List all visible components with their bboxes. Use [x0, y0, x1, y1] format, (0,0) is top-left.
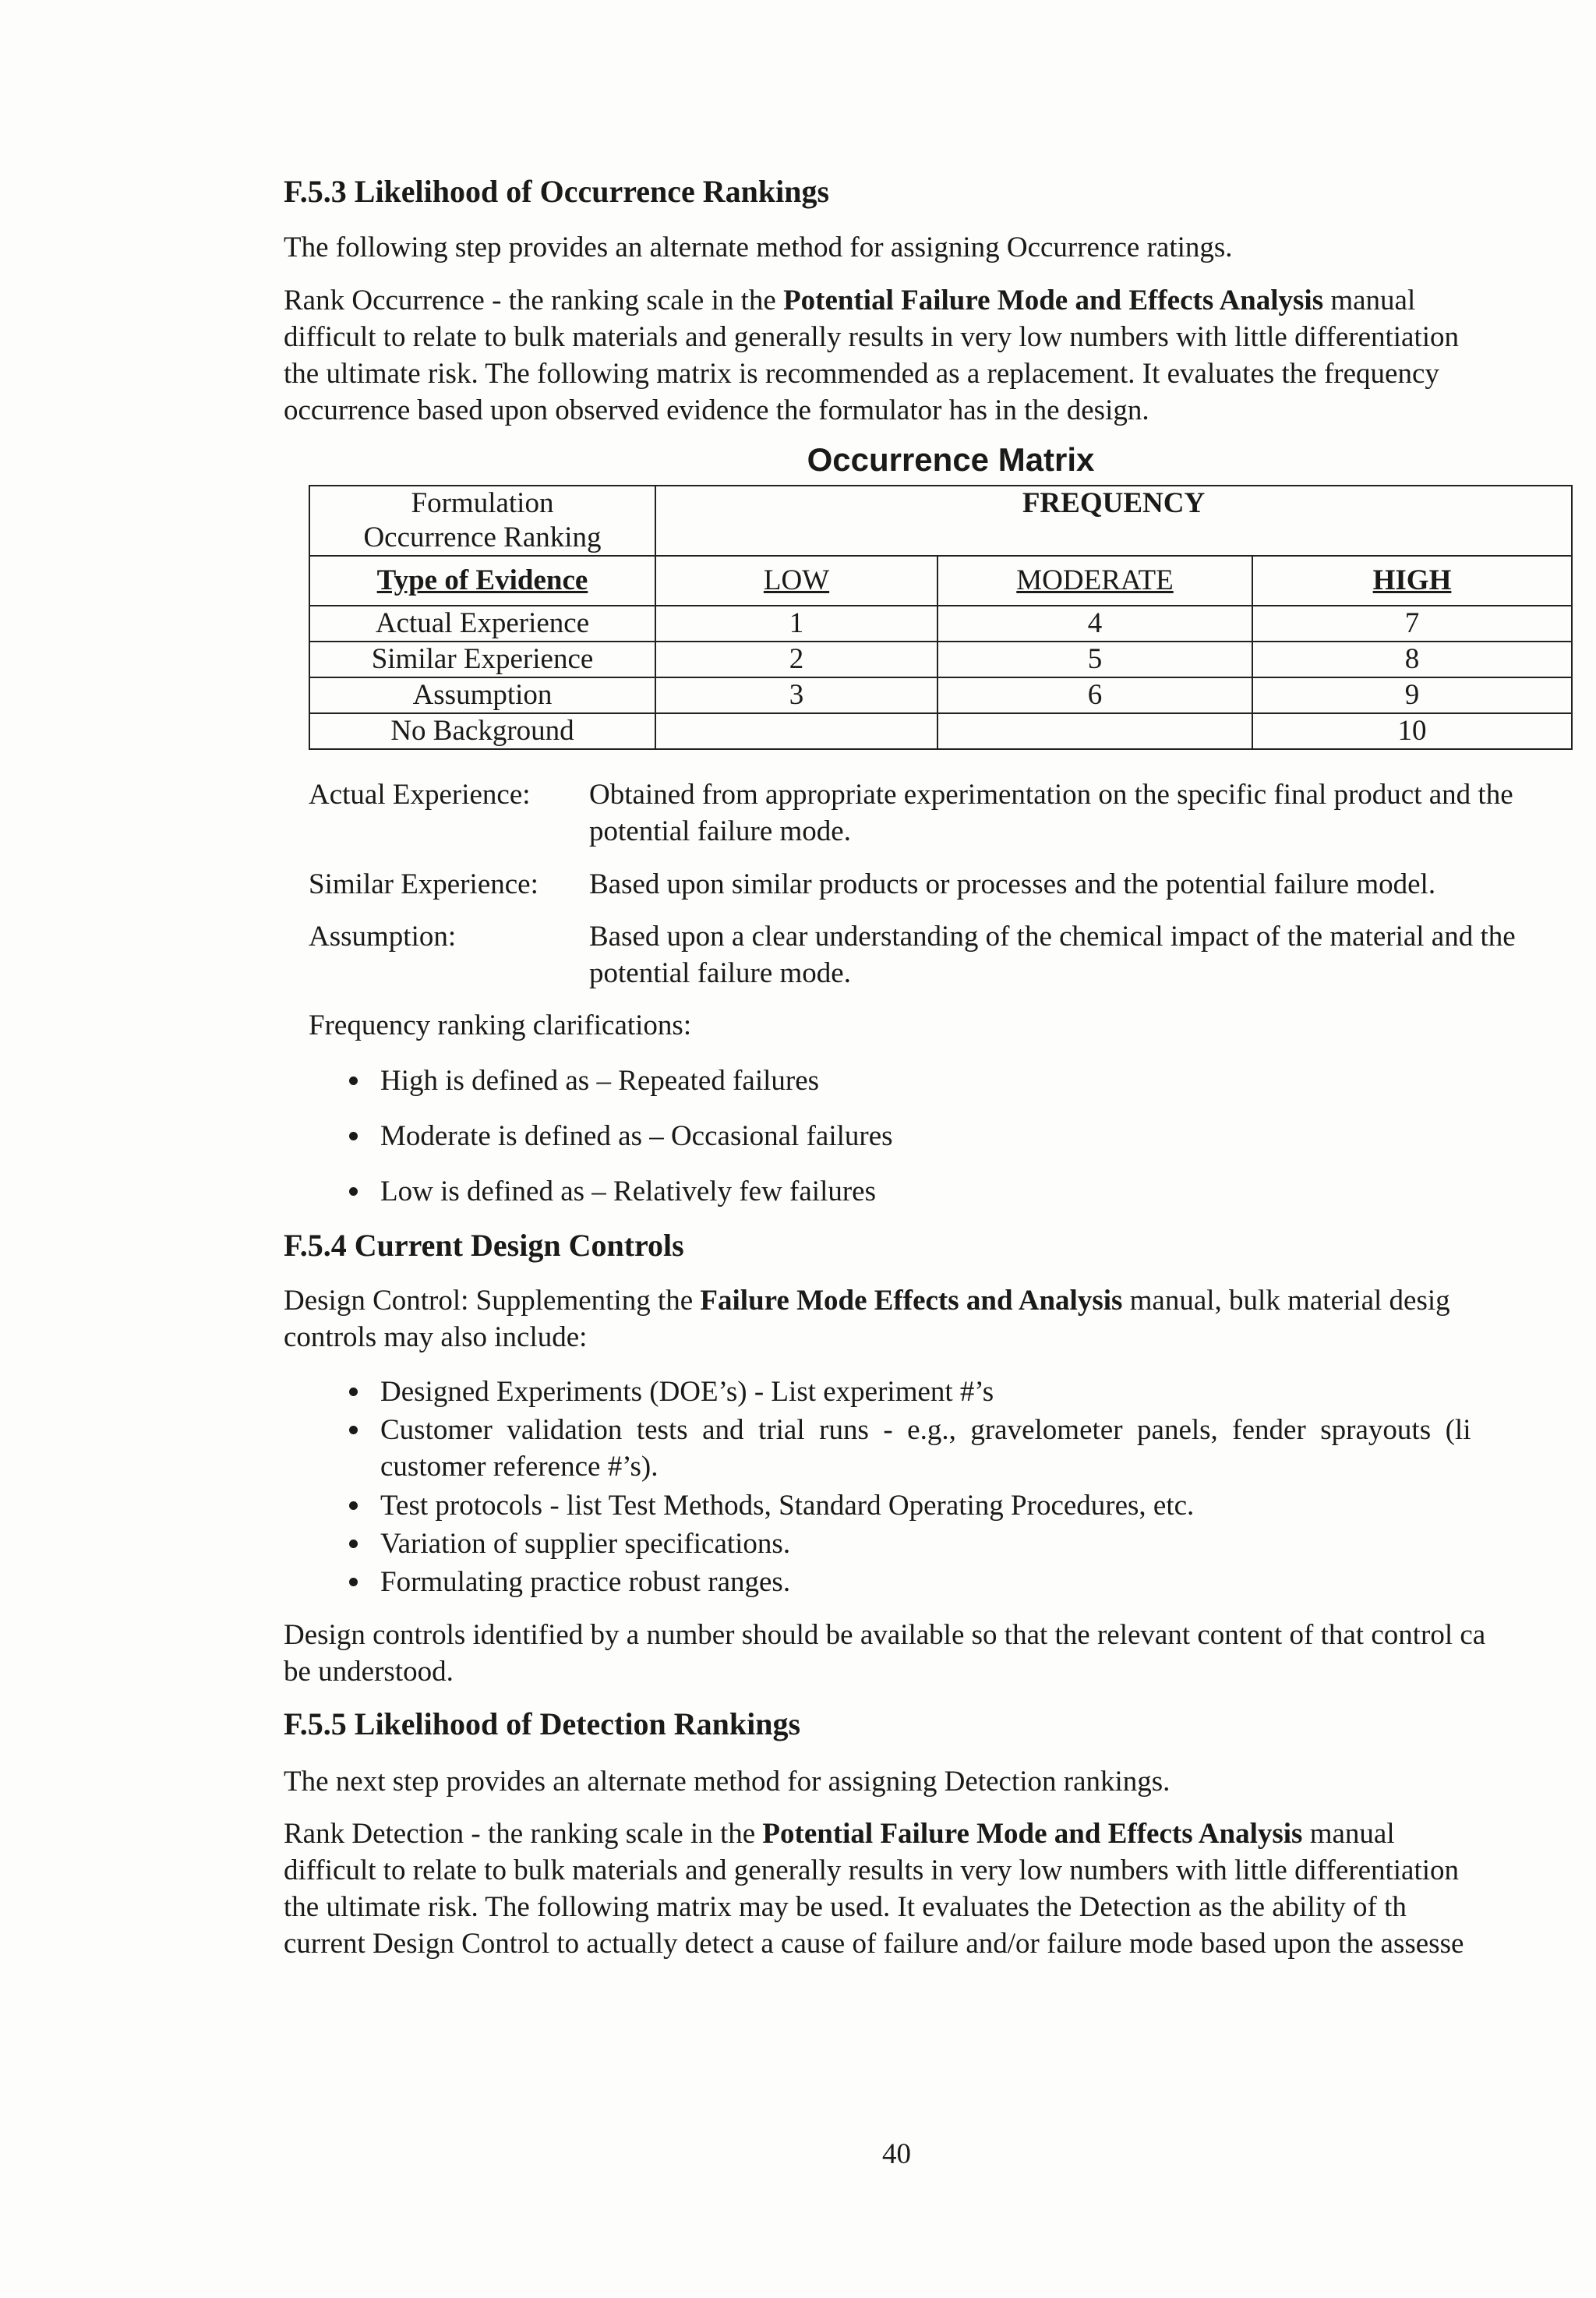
paragraph-f54-closing-line1: Design controls identified by a number should be available so that the relevant content of that control ca — [284, 1619, 1486, 1651]
definition-text: Obtained from appropriate experimentation on the specific final product and the — [589, 779, 1513, 811]
cell-high: 10 — [1252, 713, 1572, 749]
list-item: Designed Experiments (DOE’s) - List experiment #’s — [380, 1373, 994, 1410]
evidence-header: Type of Evidence — [309, 556, 655, 606]
definition-text: potential failure mode. — [589, 957, 851, 989]
list-item: Low is defined as – Relatively few failures — [380, 1173, 876, 1210]
frequency-header: FREQUENCY — [655, 486, 1572, 556]
list-item: High is defined as – Repeated failures — [380, 1062, 819, 1099]
table-row — [309, 606, 1572, 642]
definition-term: Similar Experience: — [309, 868, 538, 900]
paragraph-f53-rank-line3: the ultimate risk. The following matrix is recommended as a replacement. It evaluates the frequency — [284, 358, 1439, 390]
cell-moderate: 6 — [937, 677, 1252, 713]
paragraph-f54-closing-line2: be understood. — [284, 1656, 454, 1688]
section-heading-f54: F.5.4 Current Design Controls — [284, 1228, 684, 1263]
paragraph-f55-line1: Rank Detection - the ranking scale in the Potential Failure Mode and Effects Analysis manual — [284, 1818, 1395, 1850]
cell-high: 9 — [1252, 677, 1572, 713]
table-row — [309, 642, 1572, 677]
table-row — [309, 713, 1572, 749]
row-label: No Background — [309, 713, 655, 749]
paragraph-f55-line3: the ultimate risk. The following matrix may be used. It evaluates the Detection as the ability of th — [284, 1891, 1407, 1923]
cell-low: 2 — [655, 642, 937, 677]
list-item: Moderate is defined as – Occasional failures — [380, 1118, 893, 1154]
bullet-icon — [349, 1388, 358, 1396]
list-item: Test protocols - list Test Methods, Standard Operating Procedures, etc. — [380, 1487, 1194, 1524]
cell-moderate — [937, 713, 1252, 749]
bullet-icon — [349, 1132, 358, 1140]
cell-moderate: 5 — [937, 642, 1252, 677]
cell-high: 8 — [1252, 642, 1572, 677]
definition-term: Actual Experience: — [309, 779, 531, 811]
col-header-low: LOW — [655, 556, 937, 606]
paragraph-f53-rank-line2: difficult to relate to bulk materials and generally results in very low numbers with little differentiation — [284, 321, 1460, 353]
definition-text: potential failure mode. — [589, 815, 851, 847]
col-header-high: HIGH — [1252, 556, 1572, 606]
matrix-subheader-row — [309, 556, 1572, 606]
bullet-icon — [349, 1426, 358, 1434]
paragraph-f53-rank-line4: occurrence based upon observed evidence the formulator has in the design. — [284, 394, 1149, 426]
cell-low — [655, 713, 937, 749]
definition-text: Based upon a clear understanding of the chemical impact of the material and the — [589, 921, 1516, 953]
list-item-continuation: customer reference #’s). — [380, 1451, 659, 1483]
bullet-icon — [349, 1077, 358, 1085]
paragraph-f54-line2: controls may also include: — [284, 1321, 588, 1353]
bullet-icon — [349, 1578, 358, 1586]
bullet-icon — [349, 1540, 358, 1548]
paragraph-f55-intro: The next step provides an alternate method for assigning Detection rankings. — [284, 1766, 1171, 1798]
section-heading-f55: F.5.5 Likelihood of Detection Rankings — [284, 1706, 801, 1741]
cell-high: 7 — [1252, 606, 1572, 642]
row-label: Assumption — [309, 677, 655, 713]
bullet-icon — [349, 1187, 358, 1196]
frequency-clarifications-label: Frequency ranking clarifications: — [309, 1009, 692, 1041]
paragraph-f53-intro: The following step provides an alternate method for assigning Occurrence ratings. — [284, 232, 1233, 263]
paragraph-f55-line4: current Design Control to actually detect a cause of failure and/or failure mode based upon the assesse — [284, 1928, 1464, 1960]
row-label: Actual Experience — [309, 606, 655, 642]
list-item: Variation of supplier specifications. — [380, 1526, 790, 1562]
paragraph-f55-line2: difficult to relate to bulk materials and generally results in very low numbers with little differentiation — [284, 1854, 1460, 1886]
cell-moderate: 4 — [937, 606, 1252, 642]
bullet-icon — [349, 1501, 358, 1510]
paragraph-f53-rank-line1: Rank Occurrence - the ranking scale in the Potential Failure Mode and Effects Analysis manual — [284, 285, 1416, 316]
col-header-moderate: MODERATE — [937, 556, 1252, 606]
page-number: 40 — [882, 2138, 911, 2170]
row-label: Similar Experience — [309, 642, 655, 677]
definition-term: Assumption: — [309, 921, 457, 953]
cell-low: 1 — [655, 606, 937, 642]
occurrence-matrix-table — [309, 485, 1573, 750]
matrix-title: Occurrence Matrix — [807, 441, 1095, 478]
paragraph-f54-line1: Design Control: Supplementing the Failure Mode Effects and Analysis manual, bulk material desig — [284, 1285, 1450, 1317]
list-item: Formulating practice robust ranges. — [380, 1564, 790, 1600]
section-heading-f53: F.5.3 Likelihood of Occurrence Rankings — [284, 174, 830, 209]
list-item: Customer validation tests and trial runs - e.g., gravelometer panels, fender sprayouts (li — [380, 1412, 1471, 1448]
matrix-corner-cell: Formulation Occurrence Ranking — [309, 486, 655, 556]
table-row — [309, 677, 1572, 713]
matrix-header-row — [309, 486, 1572, 556]
definition-text: Based upon similar products or processes and the potential failure model. — [589, 868, 1436, 900]
cell-low: 3 — [655, 677, 937, 713]
